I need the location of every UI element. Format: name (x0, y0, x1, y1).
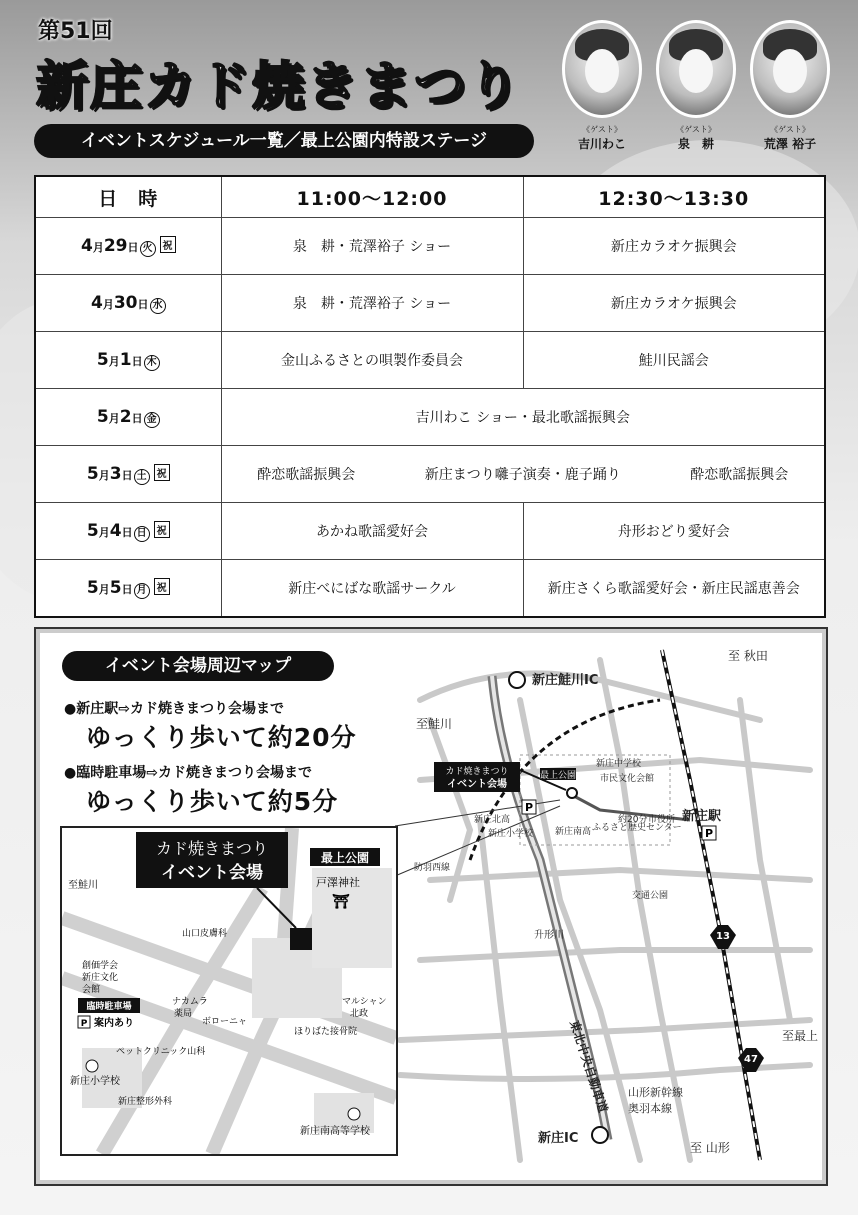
edition-label: 第51回 (38, 19, 113, 44)
svg-text:P: P (524, 801, 534, 814)
svg-text:至鮭川: 至鮭川 (416, 717, 453, 731)
svg-text:P: P (704, 827, 714, 840)
venue-square (290, 928, 312, 950)
svg-text:新庄南高: 新庄南高 (555, 827, 592, 837)
holiday-badge: 祝 (154, 521, 170, 538)
svg-text:新庄整形外科: 新庄整形外科 (118, 1097, 173, 1107)
performer: 酔恋歌謡振興会 (257, 467, 356, 483)
svg-text:ボローニャ: ボローニャ (202, 1017, 248, 1027)
performer: 新庄まつり囃子演奏・鹿子踊り (424, 467, 621, 483)
svg-text:ほりばた接骨院: ほりばた接骨院 (294, 1027, 358, 1037)
svg-text:新庄小学校: 新庄小学校 (488, 829, 534, 839)
morning-cell: 泉 耕・荒澤裕子 ショー (221, 275, 523, 332)
ic-marker (592, 1127, 608, 1143)
svg-text:交通公園: 交通公園 (632, 891, 669, 901)
svg-text:カド焼きまつり: カド焼きまつり (445, 767, 509, 777)
svg-text:新庄駅: 新庄駅 (682, 809, 722, 824)
morning-cell: あかね歌謡愛好会 (221, 503, 523, 560)
route-time: ゆっくり歩いて約5分 (86, 787, 339, 816)
inset-map (60, 826, 398, 1156)
svg-text:新庄北高: 新庄北高 (474, 815, 511, 825)
header-afternoon: 12:30〜13:30 (523, 176, 825, 218)
svg-text:東北中央自動車道: 東北中央自動車道 (567, 1018, 611, 1115)
svg-text:カド焼きまつり: カド焼きまつり (155, 839, 269, 858)
svg-text:13: 13 (716, 931, 730, 942)
venue-marker (567, 788, 577, 798)
morning-cell: 新庄べにばな歌謡サークル (221, 560, 523, 618)
afternoon-cell: 新庄さくら歌謡愛好会・新庄民謡恵善会 (523, 560, 825, 618)
guest-name: 吉川わこ (577, 137, 626, 151)
svg-text:新庄中学校: 新庄中学校 (596, 759, 642, 769)
route-description: ●臨時駐車場⇨カド焼きまつり会場まで (64, 765, 312, 781)
morning-cell: 金山ふるさとの唄製作委員会 (221, 332, 523, 389)
svg-text:新庄小学校: 新庄小学校 (70, 1076, 120, 1087)
svg-text:市民文化会館: 市民文化会館 (600, 774, 655, 784)
svg-text:最上公園: 最上公園 (539, 771, 577, 781)
svg-text:山形新幹線: 山形新幹線 (628, 1086, 683, 1099)
afternoon-cell: 新庄カラオケ振興会 (523, 275, 825, 332)
svg-text:奥羽本線: 奥羽本線 (628, 1102, 672, 1115)
route-time: ゆっくり歩いて約20分 (86, 723, 357, 752)
ic-marker (509, 672, 525, 688)
svg-text:薬局: 薬局 (174, 1009, 193, 1019)
holiday-badge: 祝 (154, 464, 170, 481)
performer: 酔恋歌謡振興会 (690, 467, 789, 483)
school-icon (348, 1108, 360, 1120)
svg-text:創価学会: 創価学会 (82, 961, 119, 971)
svg-text:市役所: 市役所 (648, 815, 676, 825)
date-cell: 4月30日 水 (35, 275, 221, 332)
guest-role: 《ゲスト》 (676, 125, 716, 134)
svg-text:案内あり: 案内あり (94, 1018, 134, 1029)
header-morning: 11:00〜12:00 (221, 176, 523, 218)
svg-text:至 秋田: 至 秋田 (728, 649, 768, 663)
svg-text:防羽西線: 防羽西線 (414, 863, 451, 873)
holiday-badge: 祝 (154, 578, 170, 595)
date-cell: 5月3日 土 祝 (35, 446, 221, 503)
date-cell: 5月5日 月 祝 (35, 560, 221, 618)
schedule-subtitle: イベントスケジュール一覧／最上公園内特設ステージ (34, 124, 534, 158)
guest-role: 《ゲスト》 (770, 125, 810, 134)
guest-name: 泉 耕 (677, 137, 714, 151)
guest-role: 《ゲスト》 (582, 125, 622, 134)
full-day-cell: 吉川わこ ショー・最北歌謡振興会 (221, 389, 825, 446)
svg-text:イベント会場: イベント会場 (161, 863, 263, 883)
afternoon-cell: 新庄カラオケ振興会 (523, 218, 825, 275)
morning-cell: 泉 耕・荒澤裕子 ショー (221, 218, 523, 275)
svg-text:至最上: 至最上 (782, 1029, 819, 1043)
school-icon (86, 1060, 98, 1072)
svg-text:新庄鮭川IC: 新庄鮭川IC (532, 673, 599, 688)
svg-text:新庄IC: 新庄IC (538, 1131, 579, 1146)
holiday-badge: 祝 (160, 236, 176, 253)
svg-text:ナカムラ: ナカムラ (172, 997, 208, 1007)
svg-text:47: 47 (744, 1054, 758, 1065)
svg-text:最上公園: 最上公園 (320, 851, 370, 865)
map-section-label: イベント会場周辺マップ (62, 651, 334, 681)
inset-map-graphic (62, 828, 396, 1154)
svg-text:P: P (80, 1019, 88, 1029)
date-cell: 5月4日 日 祝 (35, 503, 221, 560)
svg-text:至 山形: 至 山形 (690, 1141, 730, 1155)
svg-text:至鮭川: 至鮭川 (68, 880, 98, 891)
svg-text:ふるさと歴史センター: ふるさと歴史センター (592, 823, 682, 833)
date-cell: 4月29日 火 祝 (35, 218, 221, 275)
afternoon-cell: 舟形おどり愛好会 (523, 503, 825, 560)
svg-text:新庄南高等学校: 新庄南高等学校 (300, 1126, 370, 1137)
svg-text:北政: 北政 (350, 1009, 369, 1019)
svg-text:ペットクリニック山科: ペットクリニック山科 (116, 1047, 206, 1057)
guest-name: 荒澤 裕子 (763, 137, 817, 151)
afternoon-cell: 鮭川民謡会 (523, 332, 825, 389)
svg-text:約20分: 約20分 (618, 815, 648, 825)
svg-text:升形川: 升形川 (534, 930, 564, 941)
svg-text:山口皮膚科: 山口皮膚科 (182, 929, 228, 939)
svg-text:イベント会場: イベント会場 (447, 779, 507, 790)
svg-text:会館: 会館 (82, 985, 101, 995)
date-cell: 5月1日 木 (35, 332, 221, 389)
date-cell: 5月2日 金 (35, 389, 221, 446)
shrine-icon: ⛩ (332, 894, 350, 910)
svg-text:臨時駐車場: 臨時駐車場 (86, 1002, 132, 1012)
route-description: ●新庄駅⇨カド焼きまつり会場まで (64, 701, 284, 717)
page-title: 新庄カド焼きまつり (36, 57, 523, 117)
svg-text:マルシャン: マルシャン (342, 997, 387, 1007)
header-date: 日 時 (35, 176, 221, 218)
svg-text:戸澤神社: 戸澤神社 (316, 876, 360, 889)
svg-text:新庄文化: 新庄文化 (82, 973, 119, 983)
